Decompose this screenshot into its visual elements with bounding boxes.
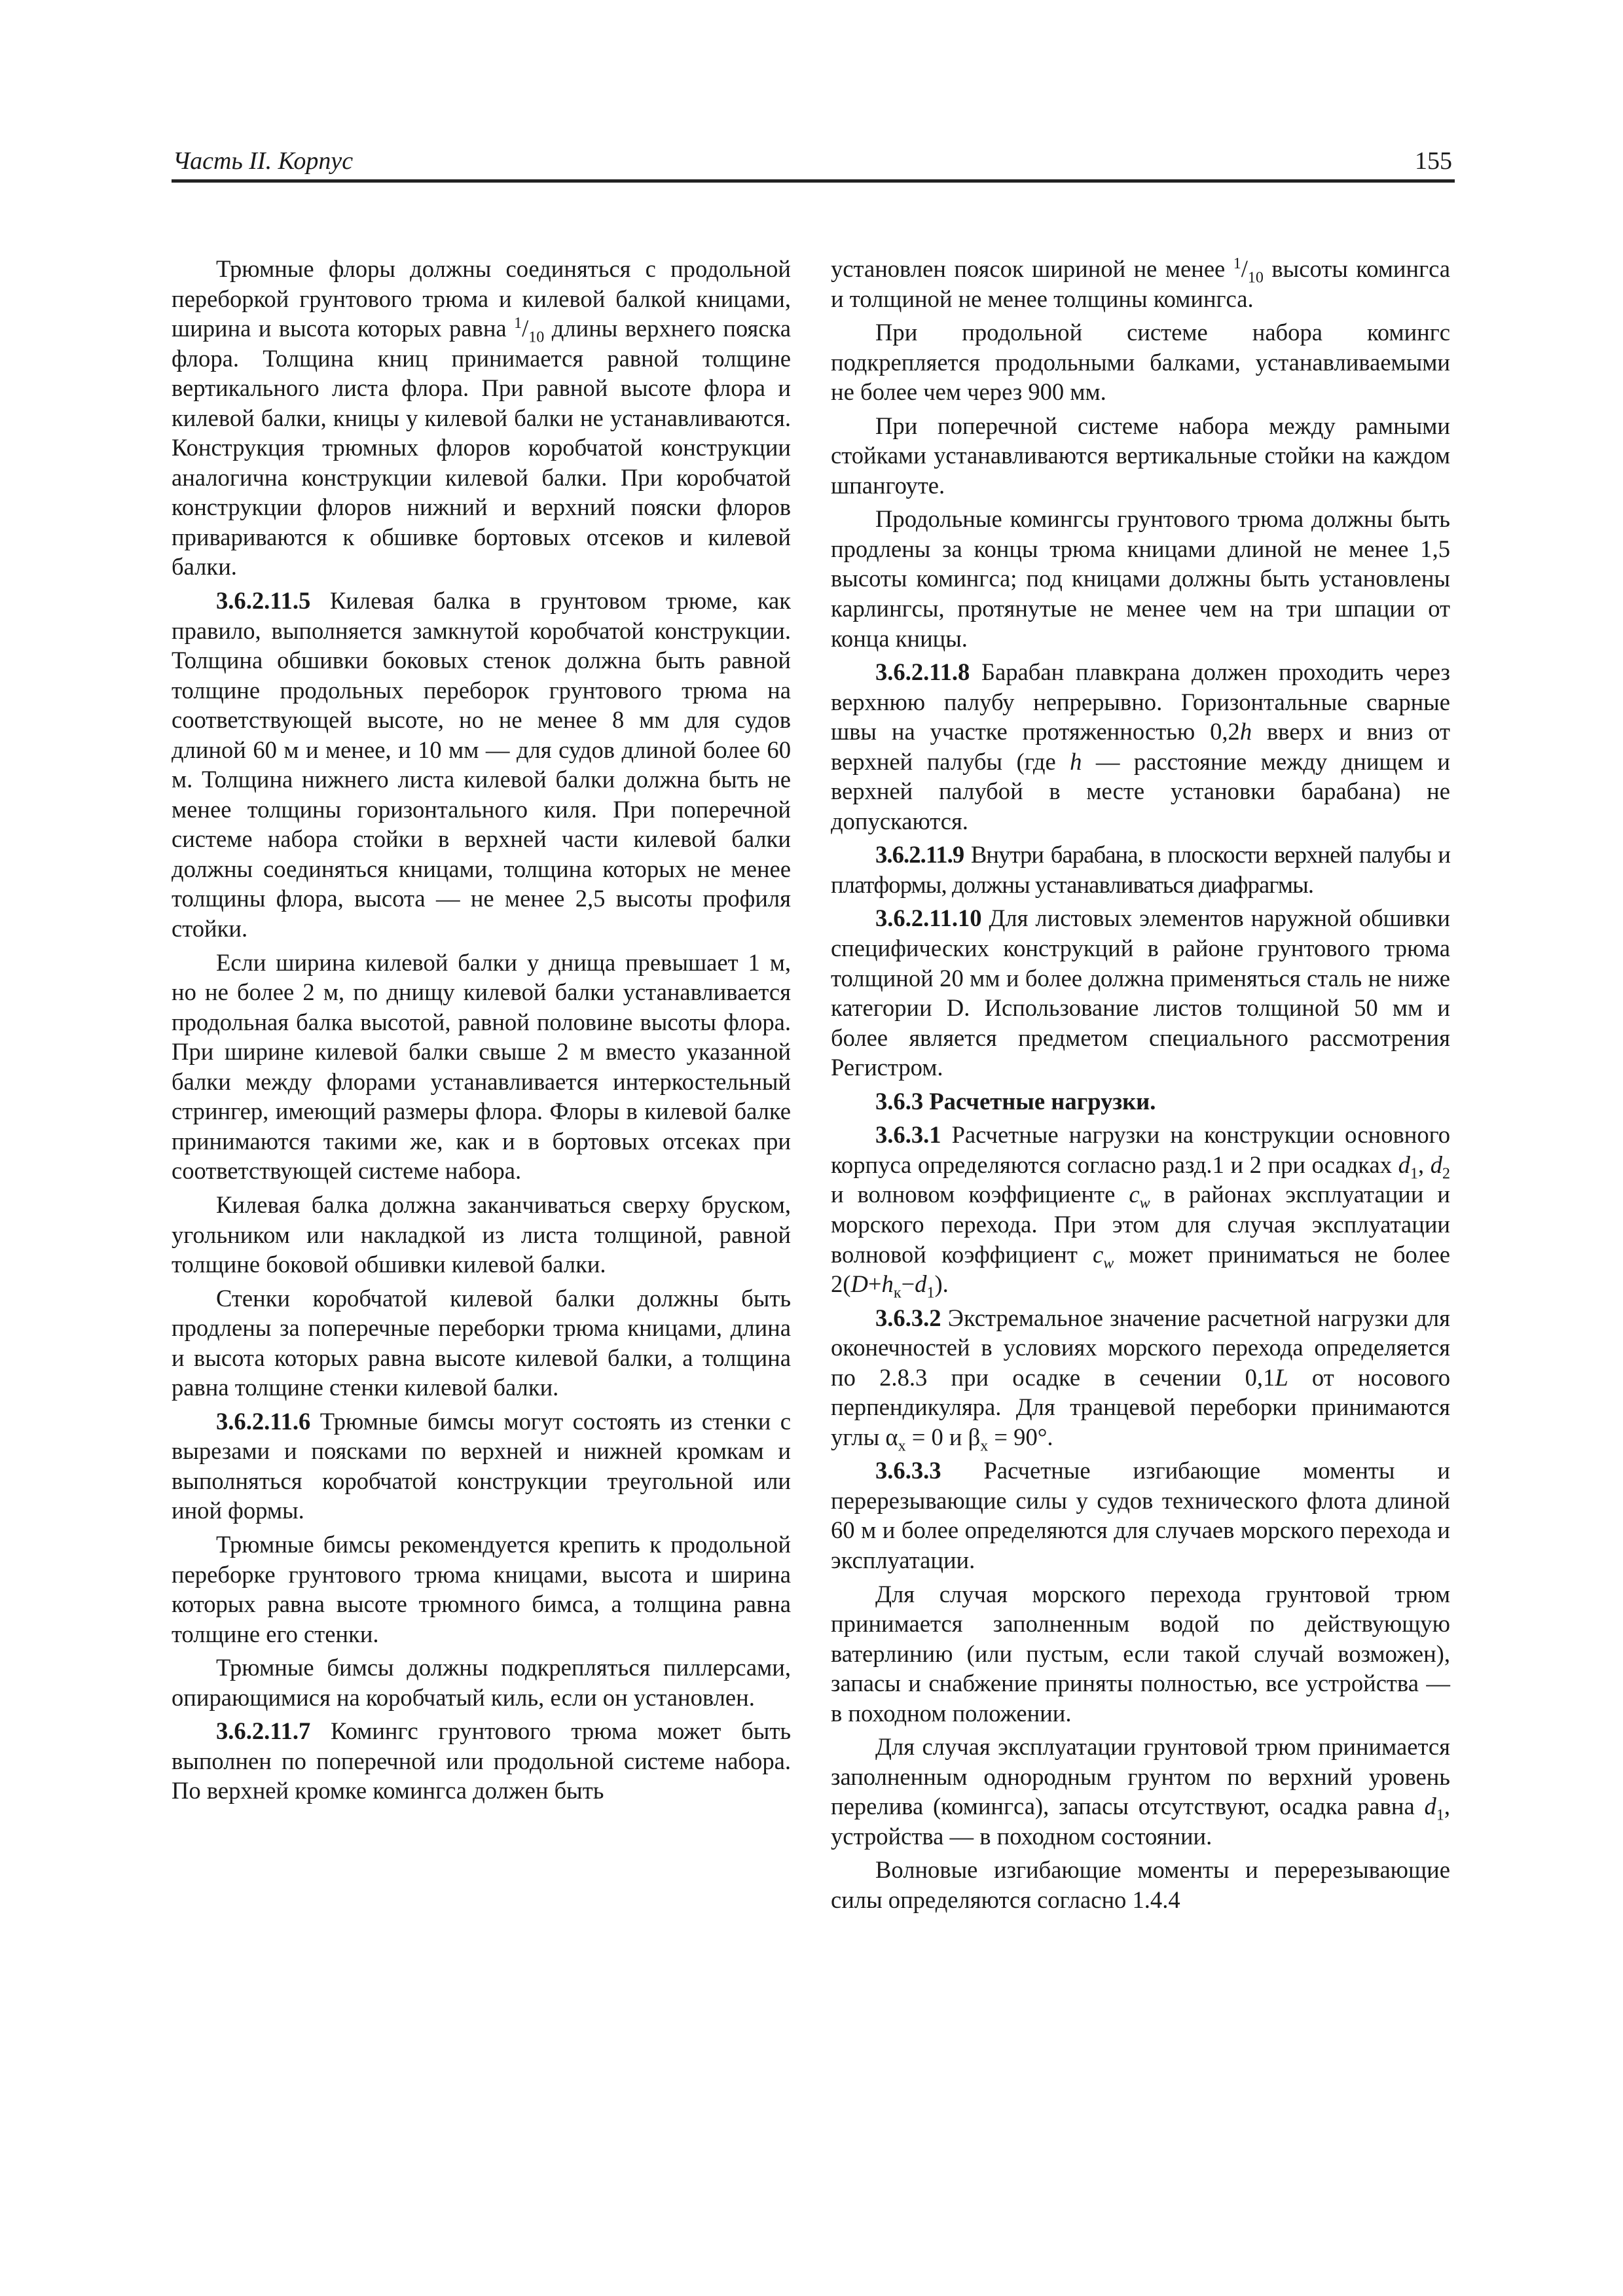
paragraph: Трюмные бимсы должны подкрепляться пиллерсами, опирающимися на коробчатый киль, если он установлен. — [172, 1654, 791, 1711]
paragraph: 3.6.3.2 Экстремальное значение расчетной нагрузки для оконечностей в условиях морского перехода определяется по 2.8.3 при осадке в сечении 0,1L от носового перпендикуляра. Для транцевой переборки принимаются углы $\alpha_x = 0$ и $\beta_x = 90^\circ$. — [831, 1304, 1450, 1455]
running-title: Часть II. Корпус — [173, 147, 354, 175]
clause-number: 3.6.2.11.9 — [875, 841, 964, 869]
paragraph: Трюмные бимсы рекомендуется крепить к продольной переборке грунтового трюма кницами, высота и ширина которых равна высоте трюмного бимса, а толщина равна толщине его стенки. — [172, 1530, 791, 1647]
section-heading: 3.6.3 Расчетные нагрузки. — [875, 1087, 1156, 1115]
paragraph: 3.6.2.11.8 Барабан плавкрана должен проходить через верхнюю палубу непрерывно. Горизонтальные сварные швы на участке протяженностью 0,2h вверх и вниз от верхней палубы (где h — расстояние между днищем и верхней палубой в месте установки барабана) не допускаются. — [831, 658, 1450, 834]
paragraph: 3.6.2.11.9 Внутри барабана, в плоскости верхней палубы и платформы, должны устанавливаться диафрагмы. — [831, 841, 1450, 898]
clause-number: 3.6.3.3 — [875, 1457, 941, 1484]
paragraph: 3.6.2.11.7 Комингс грунтового трюма может быть выполнен по поперечной или продольной системе набора. По верхней кромке комингса должен быть — [172, 1717, 791, 1804]
paragraph: Если ширина килевой балки у днища превышает 1 м, но не более 2 м, по днищу килевой балки устанавливается продольная балка высотой, равной половине высоты флора. При ширине килевой балки свыше 2 м вместо указанной балки между флорами устанавливается интеркостельный стрингер, имеющий размеры флора. Флоры в килевой балке принимаются такими же, как и в бортовых отсеках при соответствующей системе набора. — [172, 948, 791, 1185]
paragraph: При продольной системе набора комингс подкрепляется продольными балками, устанавливаемыми не более чем через 900 мм. — [831, 319, 1450, 406]
paragraph: 3.6.3.1 Расчетные нагрузки на конструкции основного корпуса определяются согласно разд.1 и 2 при осадках $d_1$, $d_2$ и волновом коэффициенте $c_w$ в районах эксплуатации и морского перехода. При этом для случая эксплуатации волновой коэффициент $c_w$ может приниматься не более $2(D+h_к-d_1)$. — [831, 1121, 1450, 1302]
paragraph: 3.6.2.11.10 Для листовых элементов наружной обшивки специфических конструкций в районе грунтового трюма толщиной 20 мм и более должна применяться сталь не ниже категории D. Использование листов толщиной 50 мм и более является предметом специального рассмотрения Регистром. — [831, 905, 1450, 1081]
clause-number: 3.6.2.11.7 — [216, 1717, 311, 1745]
right-column — [831, 254, 1450, 1919]
clause-number: 3.6.3.1 — [875, 1121, 941, 1149]
clause-number: 3.6.2.11.8 — [875, 658, 970, 686]
clause-number: 3.6.2.11.5 — [216, 587, 311, 615]
paragraph: Трюмные флоры должны соединяться с продольной переборкой грунтового трюма и килевой балкой кницами, ширина и высота которых равна $^1/_{10}$ длины верхнего пояска флора. Толщина книц принимается равной толщине вертикального листа флора. При равной высоте флора и килевой балки, кницы у килевой балки не устанавливаются. Конструкция трюмных флоров коробчатой конструкции аналогична конструкции килевой балки. При коробчатой конструкции флоров нижний и верхний пояски флоров привариваются к обшивке бортовых отсеков и килевой балки. — [172, 255, 792, 581]
paragraph: установлен поясок шириной не менее $^1/_{10}$ высоты комингса и толщиной не менее толщины комингса. — [831, 255, 1450, 312]
page-header — [172, 143, 1455, 183]
left-column — [172, 254, 791, 1810]
paragraph: Килевая балка должна заканчиваться сверху бруском, угольником или накладкой из листа толщиной, равной толщине боковой обшивки килевой балки. — [172, 1191, 791, 1278]
page-number: 155 — [1415, 147, 1452, 175]
paragraph: 3.6.3.3 Расчетные изгибающие моменты и перерезывающие силы у судов технического флота длиной 60 м и более определяются для случаев морского перехода и эксплуатации. — [831, 1457, 1450, 1573]
clause-number: 3.6.2.11.6 — [216, 1407, 311, 1435]
paragraph: 3.6.2.11.5 Килевая балка в грунтовом трюме, как правило, выполняется замкнутой коробчатой конструкции. Толщина обшивки боковых стенок должна быть равной толщине продольных переборок грунтового трюма на соответствующей высоте, но не менее 8 мм для судов длиной 60 м и менее, и 10 мм — для судов длиной более 60 м. Толщина нижнего листа килевой балки должна быть не менее толщины горизонтального киля. При поперечной системе набора стойки в верхней части килевой балки должны соединяться кницами, толщина которых не менее толщины флора, высота — не менее 2,5 высоты профиля стойки. — [172, 587, 791, 942]
clause-number: 3.6.2.11.10 — [875, 905, 982, 932]
clause-number: 3.6.3.2 — [875, 1304, 941, 1331]
paragraph: Для случая эксплуатации грунтовой трюм принимается заполненным однородным грунтом по верхний уровень перелива (комингса), запасы отсутствуют, осадка равна $d_1$, устройства — в походном состоянии. — [831, 1733, 1450, 1850]
paragraph: При поперечной системе набора между рамными стойками устанавливаются вертикальные стойки на каждом шпангоуте. — [831, 412, 1450, 499]
paragraph: Волновые изгибающие моменты и перерезывающие силы определяются согласно 1.4.4 — [831, 1856, 1450, 1913]
paragraph: Стенки коробчатой килевой балки должны быть продлены за поперечные переборки трюма кницами, длина и высота которых равна высоте килевой балки, а толщина равна толщине стенки килевой балки. — [172, 1284, 791, 1401]
paragraph: Для случая морского перехода грунтовой трюм принимается заполненным водой по действующую ватерлинию (или пустым, если такой случай возможен), запасы и снабжение приняты полностью, все устройства — в походном положении. — [831, 1580, 1450, 1727]
paragraph: 3.6.2.11.6 Трюмные бимсы могут состоять из стенки с вырезами и поясками по верхней и нижней кромкам и выполняться коробчатой конструкции треугольной или иной формы. — [172, 1407, 791, 1524]
paragraph: Продольные комингсы грунтового трюма должны быть продлены за концы трюма кницами длиной не менее 1,5 высоты комингса; под кницами должны быть установлены карлингсы, протянутые не менее чем на три шпации от конца кницы. — [831, 505, 1450, 652]
